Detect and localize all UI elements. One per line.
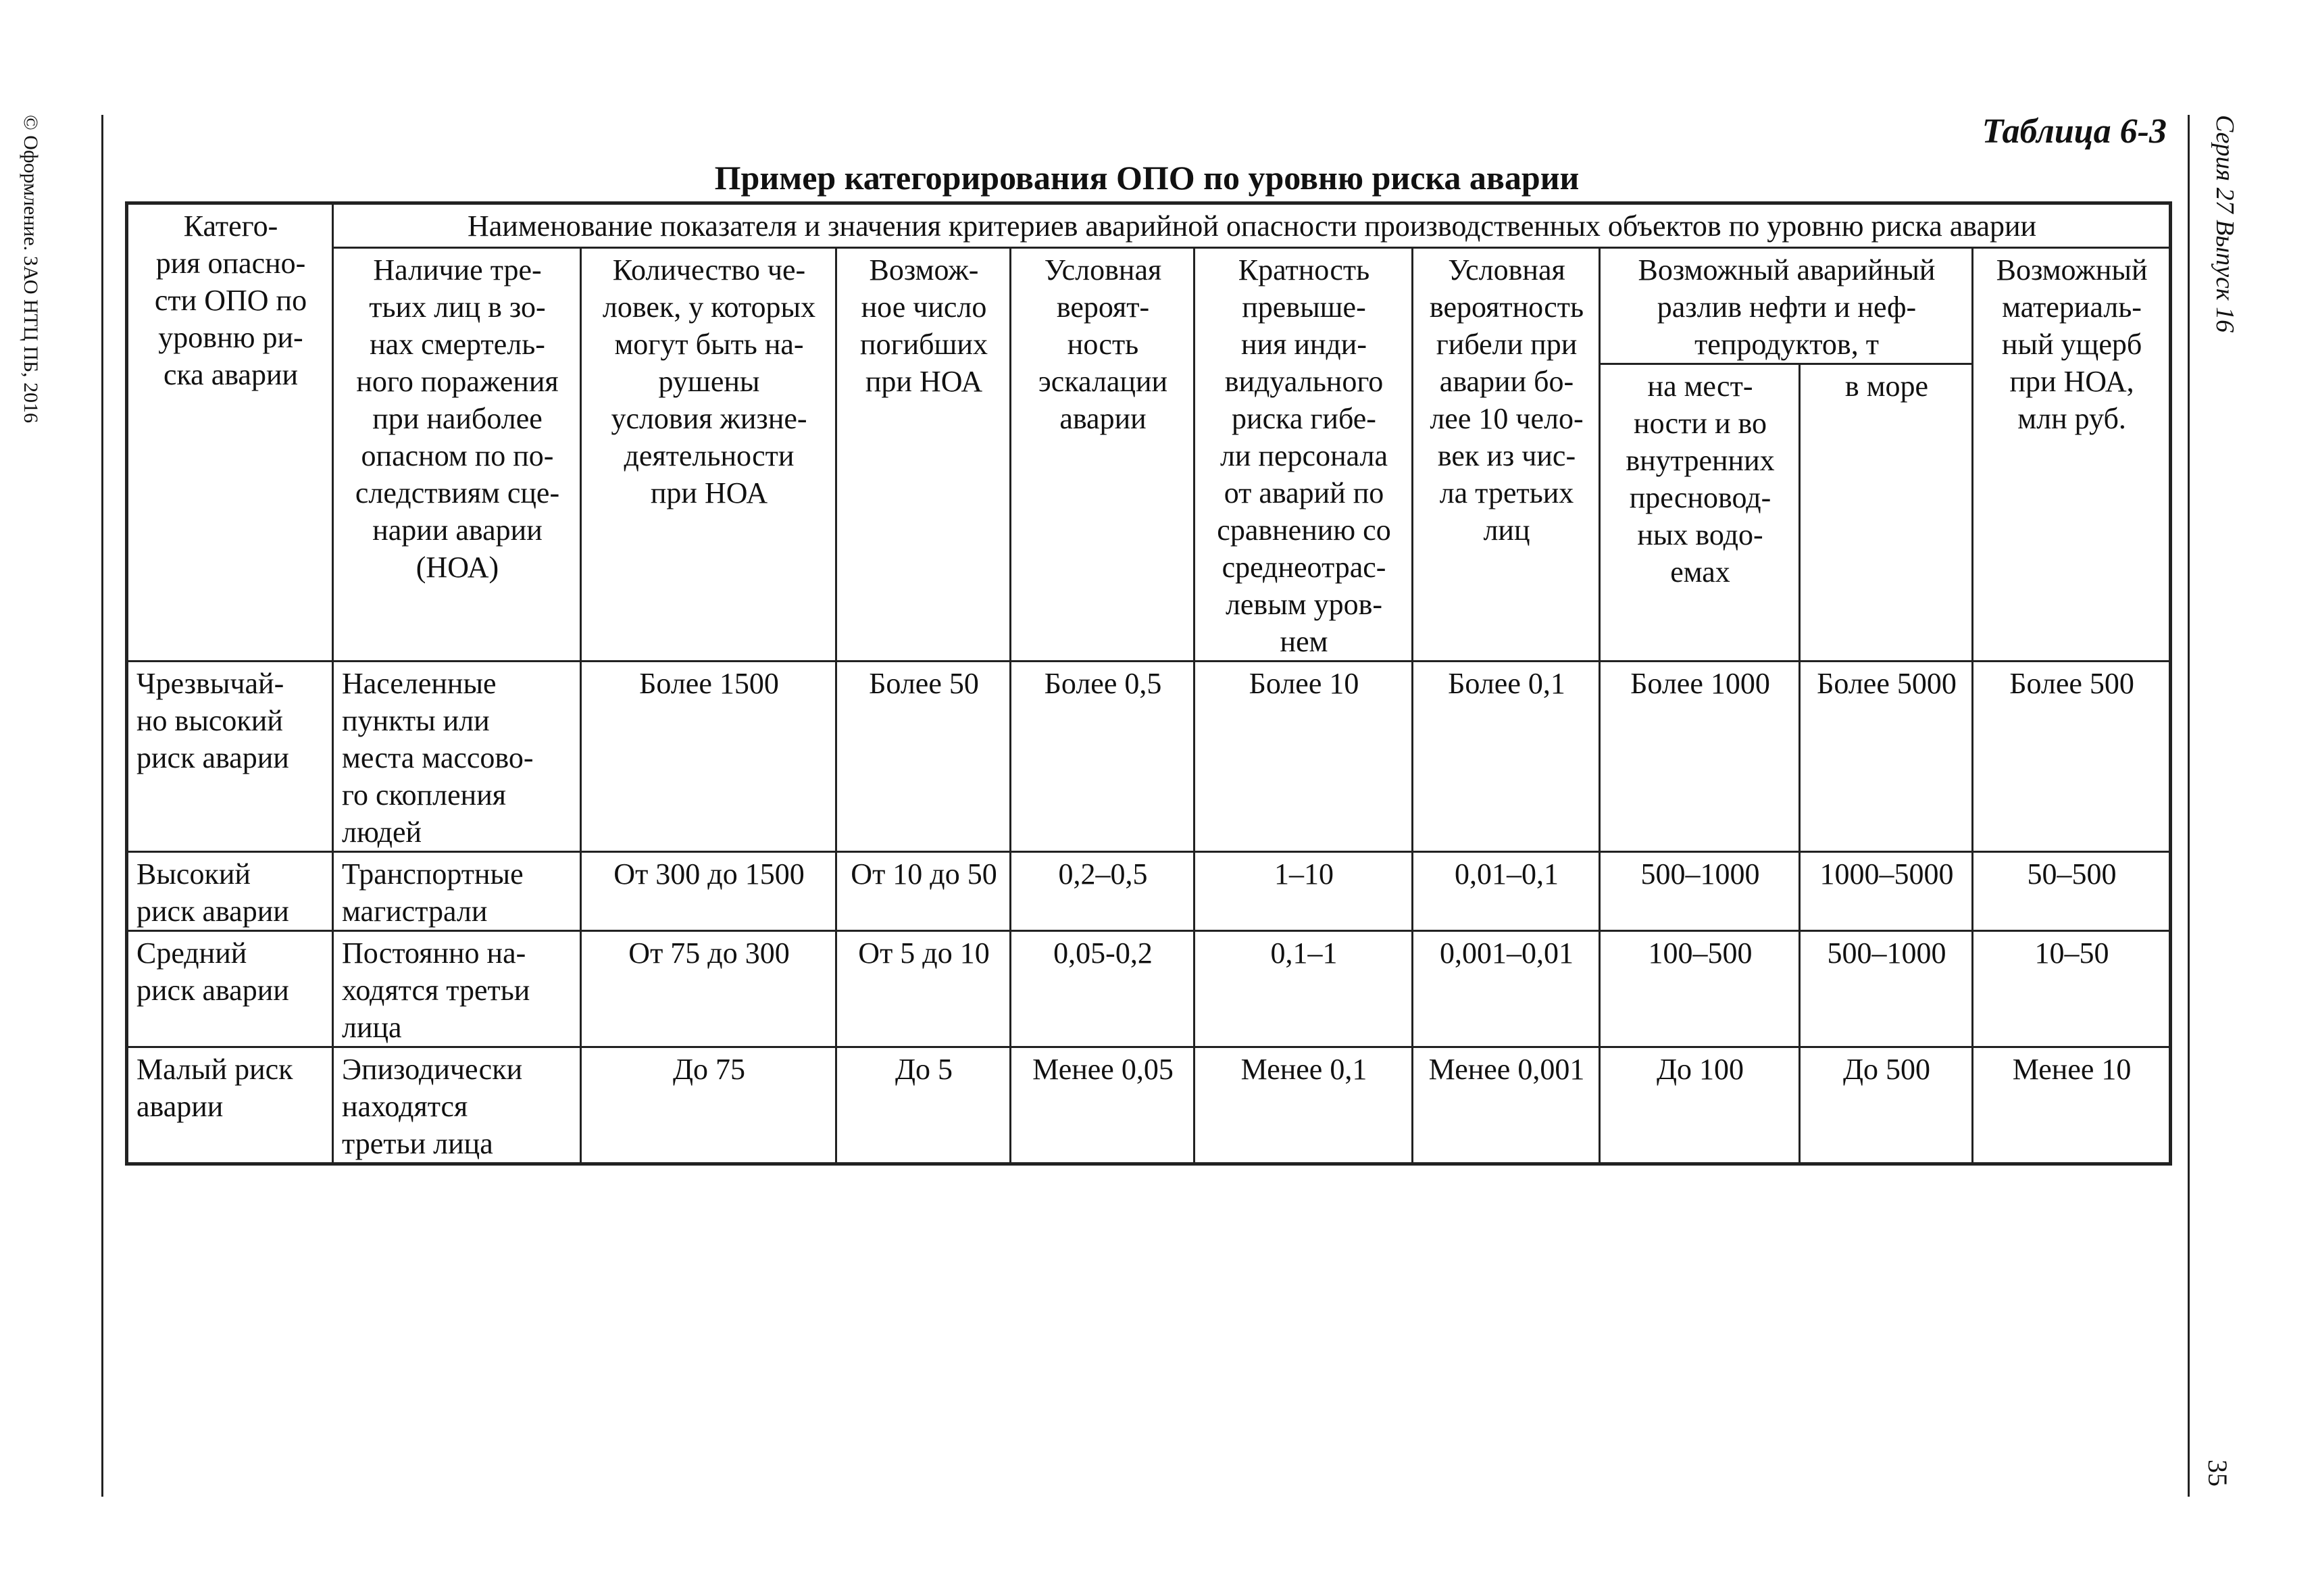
row-risk-multiple: Более 10 <box>1194 662 1413 852</box>
row-probability: Более 0,1 <box>1413 662 1600 852</box>
row-probability: Менее 0,001 <box>1413 1047 1600 1164</box>
copyright-note: © Оформление. ЗАО НТЦ ПБ, 2016 <box>20 115 42 424</box>
row-escalation: Более 0,5 <box>1011 662 1194 852</box>
row-oil-land: 100–500 <box>1600 931 1800 1047</box>
header-row-2 <box>127 248 2171 364</box>
header-col-risk-multiple: Кратность превыше- ния инди- видуального риска гибе- ли персонала от аварий по сравнению со среднеотрас- левым уров- нем <box>1194 248 1413 662</box>
row-fatalities: От 5 до 10 <box>836 931 1011 1047</box>
header-group: Наименование показателя и значения критериев аварийной опасности производственных объектов по уровню риска аварии <box>333 203 2171 248</box>
risk-category-table <box>125 201 2172 1166</box>
row-oil-sea: До 500 <box>1800 1047 1973 1164</box>
table-row <box>127 1047 2171 1164</box>
row-oil-land: До 100 <box>1600 1047 1800 1164</box>
row-oil-sea: Более 5000 <box>1800 662 1973 852</box>
row-escalation: 0,05-0,2 <box>1011 931 1194 1047</box>
row-third-parties: Транспортные магистрали <box>333 852 581 931</box>
row-third-parties: Постоянно на- ходятся третьи лица <box>333 931 581 1047</box>
row-probability: 0,001–0,01 <box>1413 931 1600 1047</box>
row-damage: Более 500 <box>1973 662 2171 852</box>
row-third-parties: Населенные пункты или места массово- го скопления людей <box>333 662 581 852</box>
row-damage: Менее 10 <box>1973 1047 2171 1164</box>
row-oil-sea: 1000–5000 <box>1800 852 1973 931</box>
left-margin-line <box>101 115 103 1497</box>
header-col-oil-land: на мест- ности и во внутренних пресновод- ных водо- емах <box>1600 364 1800 662</box>
row-category: Средний риск аварии <box>127 931 333 1047</box>
row-damage: 50–500 <box>1973 852 2171 931</box>
row-category: Высокий риск аварии <box>127 852 333 931</box>
row-probability: 0,01–0,1 <box>1413 852 1600 931</box>
right-margin-line <box>2188 115 2190 1497</box>
row-people-count: От 300 до 1500 <box>581 852 836 931</box>
header-col-escalation: Условная вероят- ность эскалации аварии <box>1011 248 1194 662</box>
row-risk-multiple: Менее 0,1 <box>1194 1047 1413 1164</box>
row-category: Малый риск аварии <box>127 1047 333 1164</box>
row-category: Чрезвычай- но высокий риск аварии <box>127 662 333 852</box>
header-category: Катего- рия опасно- сти ОПО по уровню ри- ска аварии <box>127 203 333 662</box>
row-oil-land: 500–1000 <box>1600 852 1800 931</box>
row-damage: 10–50 <box>1973 931 2171 1047</box>
table-row <box>127 852 2171 931</box>
page-number: 35 <box>2203 1460 2233 1487</box>
row-escalation: Менее 0,05 <box>1011 1047 1194 1164</box>
row-oil-sea: 500–1000 <box>1800 931 1973 1047</box>
table-row <box>127 662 2171 852</box>
row-people-count: Более 1500 <box>581 662 836 852</box>
header-col-people-count: Количество че- ловек, у которых могут быть на- рушены условия жизне- деятельности при НОА <box>581 248 836 662</box>
header-col-oil-spill: Возможный аварийный разлив нефти и неф- тепродуктов, т <box>1600 248 1973 364</box>
header-row-1 <box>127 203 2171 248</box>
table-title: Пример категорирования ОПО по уровню риска аварии <box>714 159 1580 197</box>
series-label: Серия 27 Выпуск 16 <box>2211 115 2239 333</box>
row-fatalities: От 10 до 50 <box>836 852 1011 931</box>
row-risk-multiple: 1–10 <box>1194 852 1413 931</box>
header-col-third-parties: Наличие тре- тьих лиц в зо- нах смертель- ного поражения при наиболее опасном по по- следствиям сце- нарии аварии (НОА) <box>333 248 581 662</box>
table-number: Таблица 6-3 <box>1982 112 2167 151</box>
header-col-probability: Условная вероятность гибели при аварии бо- лее 10 чело- век из чис- ла третьих лиц <box>1413 248 1600 662</box>
table-row <box>127 931 2171 1047</box>
row-people-count: От 75 до 300 <box>581 931 836 1047</box>
row-people-count: До 75 <box>581 1047 836 1164</box>
header-col-oil-sea: в море <box>1800 364 1973 662</box>
row-third-parties: Эпизодически находятся третьи лица <box>333 1047 581 1164</box>
row-risk-multiple: 0,1–1 <box>1194 931 1413 1047</box>
row-fatalities: До 5 <box>836 1047 1011 1164</box>
row-escalation: 0,2–0,5 <box>1011 852 1194 931</box>
row-oil-land: Более 1000 <box>1600 662 1800 852</box>
row-fatalities: Более 50 <box>836 662 1011 852</box>
header-col-damage: Возможный материаль- ный ущерб при НОА, млн руб. <box>1973 248 2171 662</box>
header-col-fatalities: Возмож- ное число погибших при НОА <box>836 248 1011 662</box>
